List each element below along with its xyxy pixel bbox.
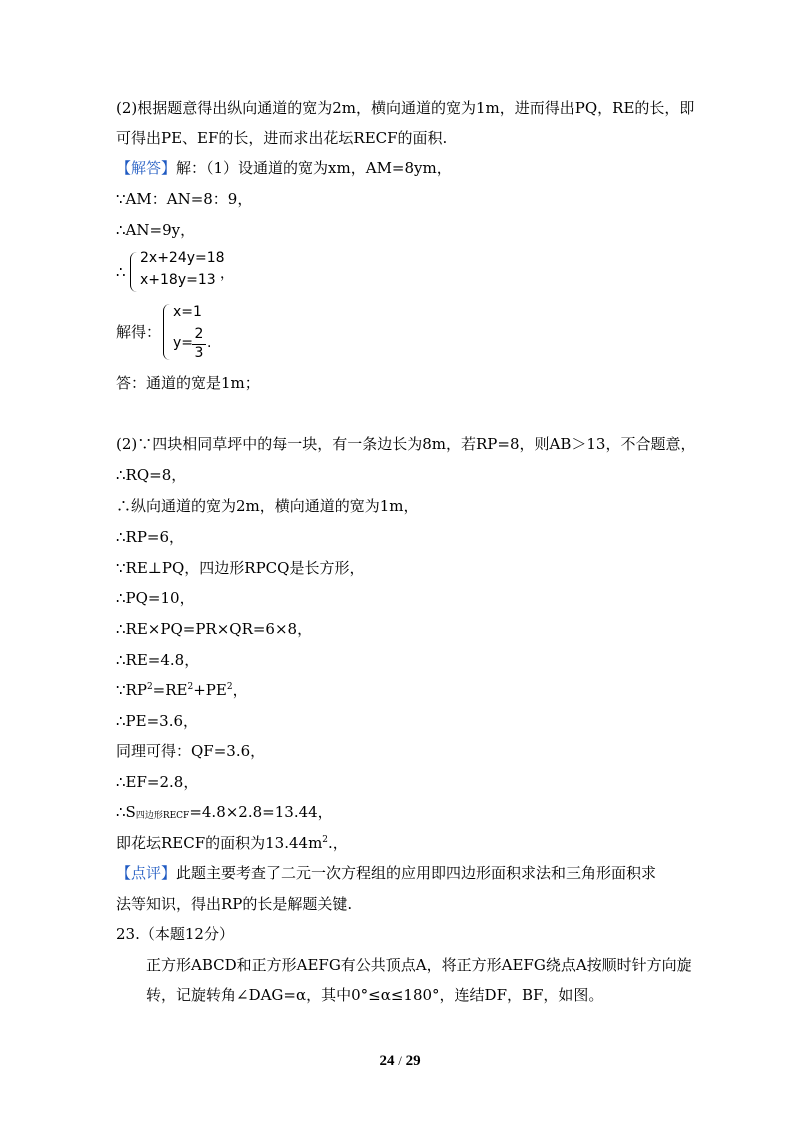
text-line: ∵AM：AN=8：9， [116, 190, 253, 208]
subscript: 四边形RECF [135, 811, 190, 821]
current-page: 24 [379, 1053, 395, 1069]
superscript: 2 [146, 682, 153, 692]
page-separator: / [398, 1053, 402, 1068]
math-text: ∵RP [116, 681, 147, 699]
math-text: =RE [152, 681, 188, 699]
answer-text: 解：（1）设通道的宽为xm，AM=8ym， [176, 159, 452, 177]
math-text: =4.8×2.8=13.44， [189, 803, 333, 821]
brace [163, 304, 170, 360]
review-tag: 【点评】 [116, 864, 177, 882]
text-line [116, 833, 348, 853]
superscript: 2 [187, 682, 194, 692]
text-line [116, 802, 333, 826]
text-line: 答：通道的宽是1m； [116, 374, 260, 392]
math-text: .， [328, 834, 348, 852]
superscript: 2 [322, 835, 329, 845]
total-pages: 29 [405, 1053, 421, 1069]
text-line: (2)∵四块相同草坪中的每一块，有一条边长为8m，若RP=8，则AB＞13，不合题意， [116, 435, 696, 453]
text-line: ∵RE⊥PQ，四边形RPCQ是长方形， [116, 559, 365, 577]
equation: x+18y=13 [140, 272, 216, 288]
text-line [116, 158, 452, 178]
text-line [116, 680, 248, 700]
text-line: ∴纵向通道的宽为2m，横向通道的宽为1m， [116, 497, 419, 515]
equation-system-2 [163, 302, 233, 362]
equation: x=1 [173, 304, 202, 320]
page-number [0, 1053, 800, 1070]
equation-lhs: y= [173, 335, 194, 351]
text-line: ∴PE=3.6， [116, 712, 199, 730]
numerator: 2 [194, 326, 204, 342]
fraction [192, 326, 206, 362]
question-text: 正方形ABCD和正方形AEFG有公共顶点A，将正方形AEFG绕点A按顺时针方向旋 [146, 956, 692, 974]
text-line: ∴RE=4.8， [116, 651, 200, 669]
equation: 2x+24y=18 [140, 250, 225, 266]
answer-tag: 【解答】 [116, 159, 177, 177]
text-line: 法等知识，得出RP的长是解题关键. [116, 895, 353, 913]
text-line: ∴RQ=8， [116, 466, 187, 484]
text-line: 同理可得：QF=3.6， [116, 742, 266, 760]
text-line: ∴EF=2.8， [116, 773, 199, 791]
superscript: 2 [226, 682, 233, 692]
review-text: 此题主要考查了二元一次方程组的应用即四边形面积求法和三角形面积求 [176, 864, 657, 882]
math-text: ， [232, 681, 248, 699]
denominator: 3 [194, 345, 204, 361]
math-text: ∴S [116, 803, 136, 821]
text-line: ∴PQ=10， [116, 589, 195, 607]
text-line: ∴RP=6， [116, 528, 185, 546]
equation-system-1 [130, 250, 234, 294]
text-line: (2)根据题意得出纵向通道的宽为2m，横向通道的宽为1m，进而得出PQ，RE的长，即 [116, 99, 695, 117]
system-prefix: ∴ [116, 263, 126, 281]
punctuation: . [207, 335, 212, 351]
math-text: 即花坛RECF的面积为13.44m [116, 834, 323, 852]
text-line: 可得出PE、EF的长，进而求出花坛RECF的面积. [116, 129, 448, 147]
text-line: ∴AN=9y， [116, 221, 196, 239]
system-prefix: 解得： [116, 323, 162, 341]
text-line [116, 863, 656, 883]
text-line: ∴RE×PQ=PR×QR=6×8， [116, 620, 313, 638]
question-text: 转，记旋转角∠DAG=α，其中0°≤α≤180°，连结DF，BF，如图。 [146, 986, 604, 1004]
brace [130, 252, 137, 292]
math-text: +PE [193, 681, 227, 699]
question-number: 23.（本题12分） [116, 925, 234, 943]
punctuation: ， [220, 266, 234, 282]
